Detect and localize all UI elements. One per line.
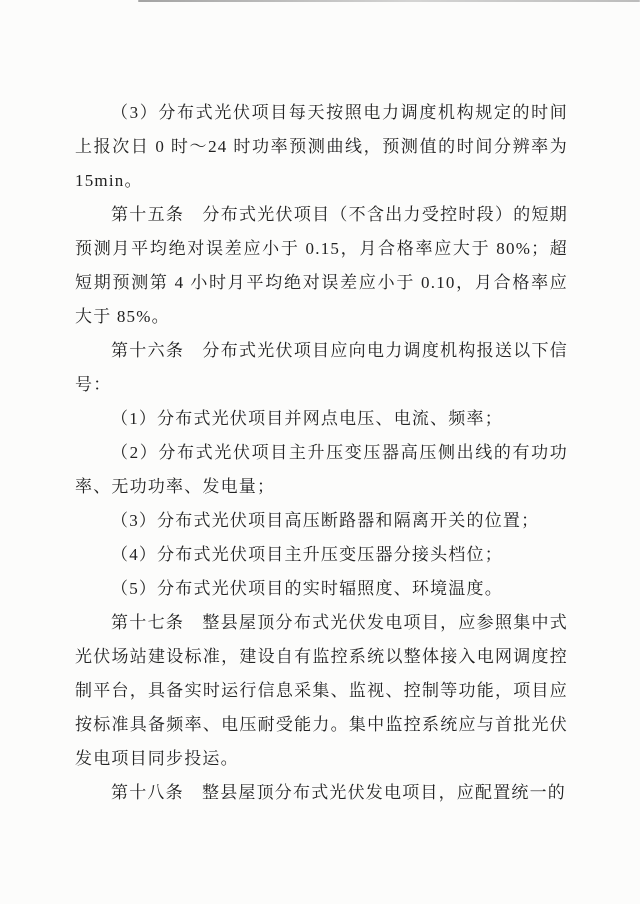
signal-item-3-breaker-switch-position: （3）分布式光伏项目高压断路器和隔离开关的位置； — [111, 511, 540, 530]
scan-edge-artifact — [138, 0, 640, 2]
article-16-signal-reporting-intro: 第十六条 分布式光伏项目应向电力调度机构报送以下信号： — [75, 341, 568, 394]
article-15-forecast-accuracy: 第十五条 分布式光伏项目（不含出力受控时段）的短期预测月平均绝对误差应小于 0.15，月合格率应大于 80%；超短期预测第 4 小时月平均绝对误差应小于 0.10，月合格率应大于 85%。 — [75, 205, 568, 326]
article-17-county-rooftop-monitoring: 第十七条 整县屋顶分布式光伏发电项目，应参照集中式光伏场站建设标准，建设自有监控系统以整体接入电网调度控制平台，具备实时运行信息采集、监视、控制等功能，项目应按标准具备频率、电压耐受能力。集中监控系统应与首批光伏发电项目同步投运。 — [75, 613, 568, 768]
article-18-county-rooftop-unified-config: 第十八条 整县屋顶分布式光伏发电项目，应配置统一的 — [111, 783, 566, 802]
signal-item-4-transformer-tap-position: （4）分布式光伏项目主升压变压器分接头档位； — [111, 545, 503, 564]
signal-item-5-irradiance-temperature: （5）分布式光伏项目的实时辐照度、环境温度。 — [111, 579, 503, 598]
clause-item-3-forecast-reporting: （3）分布式光伏项目每天按照电力调度机构规定的时间上报次日 0 时～24 时功率预测曲线，预测值的时间分辨率为 15min。 — [75, 103, 568, 190]
signal-item-2-transformer-output: （2）分布式光伏项目主升压变压器高压侧出线的有功功率、无功功率、发电量； — [75, 443, 568, 496]
signal-item-1-voltage-current-frequency: （1）分布式光伏项目并网点电压、电流、频率； — [111, 409, 503, 428]
document-body — [75, 96, 568, 810]
